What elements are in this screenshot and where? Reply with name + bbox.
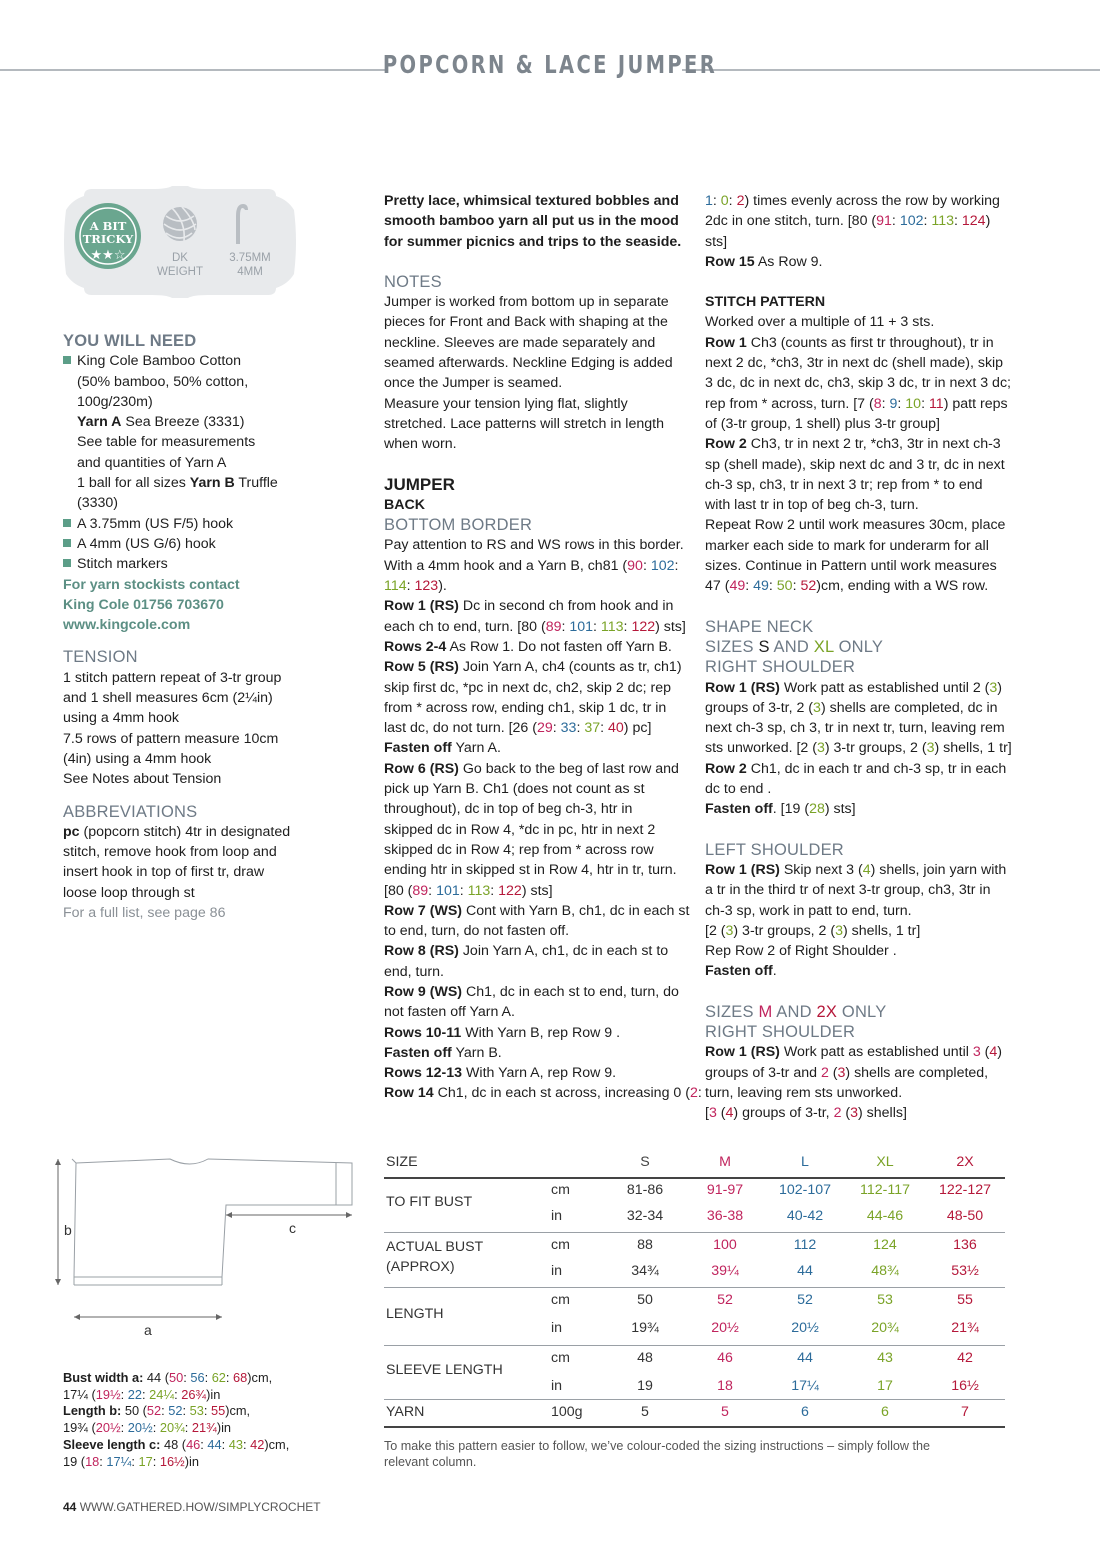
dimension-b-label: b (64, 1222, 72, 1238)
stitch-pattern-heading: STITCH PATTERN (705, 294, 826, 311)
left-shoulder-heading: LEFT SHOULDER (705, 840, 844, 859)
weight-label-2: WEIGHT (157, 266, 203, 278)
page-number: 44 (63, 1500, 77, 1514)
yarn-ball-icon (163, 207, 197, 241)
bullet-icon (63, 539, 71, 547)
right-shoulder-heading-m: RIGHT SHOULDER (705, 1022, 856, 1041)
bottom-border-heading: BOTTOM BORDER (384, 516, 533, 535)
bullet-icon (63, 559, 71, 567)
jumper-heading: JUMPER (384, 474, 455, 494)
weight-label-1: DK (172, 252, 188, 264)
footer-url: WWW.GATHERED.HOW/SIMPLYCROCHET (76, 1500, 321, 1514)
info-badge (62, 186, 298, 298)
measurements-block: Bust width a: 44 (50: 56: 62: 68)cm, 17¼ (19½: 22: 24¼: 26¾)in Length b: 50 (52: 52: 53: 55)cm, 19¾ (20½: 20½: 20¾: 21¾)in Sleeve length c: 48 (46: 44: 43: 42)cm, 19 (18: 17¼: 17: 16½)in (63, 1370, 290, 1469)
hook-item: A 4mm (US G/6) hook (63, 534, 363, 554)
dimension-c-label: c (289, 1220, 296, 1236)
stockists-url: www.kingcole.com (63, 617, 191, 634)
hook-size-2: 4MM (237, 266, 263, 278)
stockists-line: For yarn stockists contact (63, 576, 240, 593)
abbreviations-link: For a full list, see page 86 (63, 905, 226, 922)
bullet-icon (63, 519, 71, 527)
abbreviations-heading: ABBREVIATIONS (63, 802, 198, 821)
shape-neck-heading: SHAPE NECK (705, 617, 814, 636)
bullet-icon (63, 356, 71, 364)
back-heading: BACK (384, 496, 425, 513)
table-note: To make this pattern easier to follow, we’ve colour-coded the sizing instructions – simply follow the relevant column. (384, 1439, 930, 1469)
notes-heading: NOTES (384, 272, 442, 291)
column-left: YOU WILL NEED King Cole Bamboo Cotton (50% bamboo, 50% cotton, 100g/230m) Yarn A Sea Breeze (3331) See table for measurements and quantities of Yarn A 1 ball for all sizes Yarn B Truffle (3330) A 3.75mm (US F/5) hook A 4mm (US G/6) hook Stitch markers For yarn stockists contact King Cole 01756 703670 www.kingcole.com TENSION 1 stitch pattern repeat of 3-tr group and 1 shell measures 6cm (2¼in) using a 4mm hook 7.5 rows of pattern measure 10cm (4in) using a 4mm hook See Notes about Tension ABBREVIATIONS pc (popcorn stitch) 4tr in designated stitch, remove hook from loop and insert hook in top of first tr, draw loose loop through st For a full list, see page 86 (63, 331, 363, 923)
yarn-item: King Cole Bamboo Cotton (63, 351, 363, 371)
difficulty-stars: ★★☆ (90, 247, 126, 262)
dimension-a-label: a (144, 1322, 152, 1338)
hook-size-1: 3.75MM (229, 252, 271, 264)
you-will-need-heading: YOU WILL NEED (63, 332, 197, 350)
difficulty-text: A BIT TRICKY (82, 219, 134, 246)
markers-item: Stitch markers (63, 554, 363, 574)
jumper-schematic (50, 1145, 370, 1365)
column-middle: Pretty lace, whimsical textured bobbles and smooth bamboo yarn all put us in the mood for summer picnics and trips to the seaside. NOTES Jumper is worked from bottom up in separate pieces for Front and Back with shaping at the neckline. Sleeves are made separately and seamed afterwards. Neckline Edging is added once the Jumper is seamed. Measure your tension lying flat, slightly stretched. Lace patterns will stretch in length when worn. JUMPER BACK BOTTOM BORDER Pay attention to RS and WS rows in this border. With a 4mm hook and a Yarn B, ch81 (90: 102: 114: 123). Row 1 (RS) Dc in second ch from hook and in each ch to end, turn. [80 (89: 101: 113: 122) sts] Rows 2-4 As Row 1. Do not fasten off Yarn B. Row 5 (RS) Join Yarn A, ch4 (counts as tr, ch1) skip first dc, *pc in next dc, ch2, skip 2 dc; rep from * across row, ending ch1, skip 1 dc, tr in last dc, do not turn. [26 (29: 33: 37: 40) pc] Fasten off Yarn A. Row 6 (RS) Go back to the beg of last row and pick up Yarn B. Ch1 (does not count as st throughout), dc in top of beg ch-3, htr in skipped dc in Row 4, *dc in pc, htr in next 2 skipped dc in Row 4; rep from * across row ending htr in skipped st in Row 4, htr in tr, turn. [80 (89: 101: 113: 122) sts] Row 7 (WS) Cont with Yarn B, ch1, dc in each st to end, turn, do not fasten off. Row 8 (RS) Join Yarn A, ch1, dc in each st to end, turn. Row 9 (WS) Ch1, dc in each st to end, turn, do not fasten off Yarn A. Rows 10-11 With Yarn B, rep Row 9 . Fasten off Yarn B. Rows 12-13 With Yarn A, rep Row 9. Row 14 Ch1, dc in each st across, increasing 0 (2: (384, 191, 704, 1104)
tension-heading: TENSION (63, 648, 138, 667)
page-title: POPCORN & LACE JUMPER (382, 50, 718, 79)
page-footer (63, 1500, 321, 1514)
hook-item: A 3.75mm (US F/5) hook (63, 514, 363, 534)
stockists-phone: King Cole 01756 703670 (63, 596, 224, 613)
column-right: 1: 0: 2) times evenly across the row by working 2dc in one stitch, turn. [80 (91: 102: 113: 124) sts] Row 15 As Row 9. STITCH PATTERN Worked over a multiple of 11 + 3 sts. Row 1 Ch3 (counts as first tr throughout), tr in next 2 dc, *ch3, 3tr in next dc (shell made), skip 3 dc, dc in next dc, ch3, skip 3 dc, tr in next 3 dc; rep from * across, turn. [7 (8: 9: 10: 11) patt reps of (3-tr group, 1 shell) plus 3-tr group] Row 2 Ch3, tr in next 2 tr, *ch3, 3tr in next ch-3 sp (shell made), skip next dc and 3 tr, dc in next ch-3 sp, ch3, tr in next 3 tr; rep from * to end with last tr in top of beg ch-3, turn. Repeat Row 2 until work measures 30cm, place marker each side to mark for underarm for all sizes. Continue in Pattern until work measures 47 (49: 49: 50: 52)cm, ending with a WS row. SHAPE NECK SIZES S AND XL ONLY RIGHT SHOULDER Row 1 (RS) Work patt as established until 2 (3) groups of 3-tr, 2 (3) shells are completed, dc in next ch-3 sp, ch 3, tr in next tr, turn, leaving rem sts unworked. [2 (3) 3-tr groups, 2 (3) shells, 1 tr] Row 2 Ch1, dc in each tr and ch-3 sp, tr in each dc to end . Fasten off. [19 (28) sts] LEFT SHOULDER Row 1 (RS) Skip next 3 (4) shells, join yarn with a tr in the third tr of next 3-tr group, ch3, 3tr in ch-3 sp, work in patt to end, turn. [2 (3) 3-tr groups, 2 (3) shells, 1 tr] Rep Row 2 of Right Shoulder . Fasten off. SIZES M AND 2X ONLY RIGHT SHOULDER Row 1 (RS) Work patt as established until 3 (4) groups of 3-tr and 2 (3) shells are completed, turn, leaving rem sts unworked. [3 (4) groups of 3-tr, 2 (3) shells] (705, 191, 1015, 1123)
right-shoulder-heading: RIGHT SHOULDER (705, 658, 856, 677)
